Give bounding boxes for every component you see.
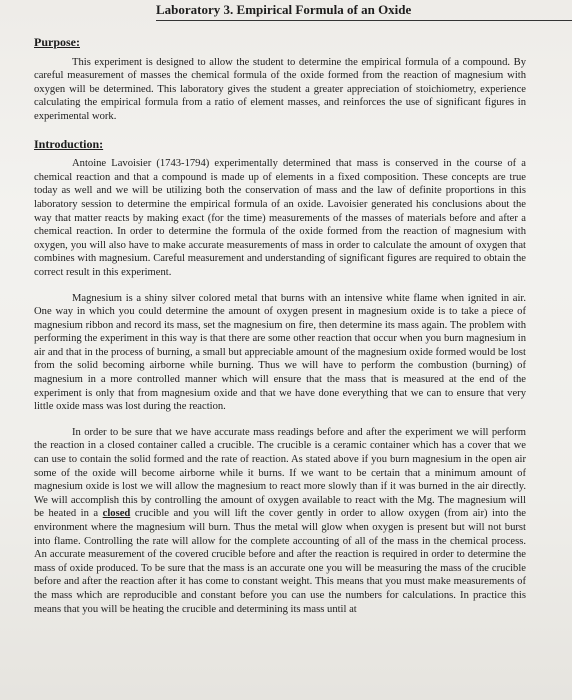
lab-title: Laboratory 3. Empirical Formula of an Oxide <box>156 2 572 21</box>
intro-paragraph-3 <box>34 426 526 616</box>
document-body <box>34 36 526 628</box>
emphasized-word-closed: closed <box>102 508 131 520</box>
purpose-paragraph: This experiment is designed to allow the student to determine the empirical formula of a compound. By careful measurement of masses the chemical formula of the oxide formed from the reaction of magnesium with oxygen will be determined. This laboratory gives the student a greater appreciation of stoichiometry, experience calculating the empirical formula from a ratio of element masses, and reinforces the use of significant figures in experimental work. <box>34 56 526 122</box>
intro-paragraph-1: Antoine Lavoisier (1743-1794) experimentally determined that mass is conserved in the course of a chemical reaction and that a compound is made up of elements in a fixed composition. These concepts are true today as well and we will be utilizing both the conservation of mass and the law of definite proportions in this laboratory session to determine the empirical formula of an oxide. Lavoisier generated his conclusions about the way that matter reacts by making exact (for the time) measurements of the masses of materials before and after a chemical reaction. In order to determine the formula of the oxide formed from the reaction of magnesium with oxygen, you will also have to make accurate measurements of mass in order to calculate the amount of oxygen that combines with magnesium. Careful measurement and understanding of significant figures are required to obtain the correct result in this experiment. <box>34 158 526 278</box>
introduction-heading: Introduction: <box>34 136 104 151</box>
purpose-heading: Purpose: <box>34 35 80 49</box>
intro-paragraph-3-part-2: crucible and you will lift the cover gently in order to allow oxygen (from air) into the environment where the magnesium will burn. Thus the metal will glow when oxygen is present but will not burst into flame. Controlling the rate will allow for the complete accounting of all of the mass in the chemical process. An accurate measurement of the covered crucible before and after the reaction is required in order to determine the mass of oxide produced. To be sure that the mass is an accurate one you will be measuring the mass of the crucible before and after the reaction after it has come to constant weight. This means that you must make measurements of the mass which are reproducible and constant before you can use the numbers for calculations. In practice this means that you will be heating the crucible and determining its mass until at <box>34 508 526 615</box>
intro-paragraph-3-part-1: In order to be sure that we have accurate mass readings before and after the experiment we will perform the reaction in a closed container called a crucible. The crucible is a ceramic container which has a cover that we can use to contain the solid formed and the rate of reaction. As stated above if you burn magnesium in the open air some of the oxide will become airborne while it burns. If we want to be certain that a minimum amount of magnesium oxide is lost we will allow the magnesium to react more slowly than if it was burned in the air directly. We will accomplish this by controlling the amount of oxygen available to react with the Mg. The magnesium will be heated in a <box>34 426 526 520</box>
intro-paragraph-2: Magnesium is a shiny silver colored metal that burns with an intensive white flame when ignited in air. One way in which you could determine the amount of oxygen present in magnesium oxide is to take a piece of magnesium ribbon and record its mass, set the magnesium on fire, then determine its mass again. The problem with performing the experiment in this way is that there are some other reaction that occur when you burn magnesium in air and that in the process of burning, a small but appreciable amount of the magnesium oxide formed would be lost from the solid becoming airborne while burning. Thus we will have to perform the combustion (burning) of magnesium in a more controlled manner which will ensure that the mass that is measured at the end of the experiment is only that from magnesium oxide and that we have done everything that we can to ensure that very little oxide mass was lost during the reaction. <box>34 292 526 413</box>
